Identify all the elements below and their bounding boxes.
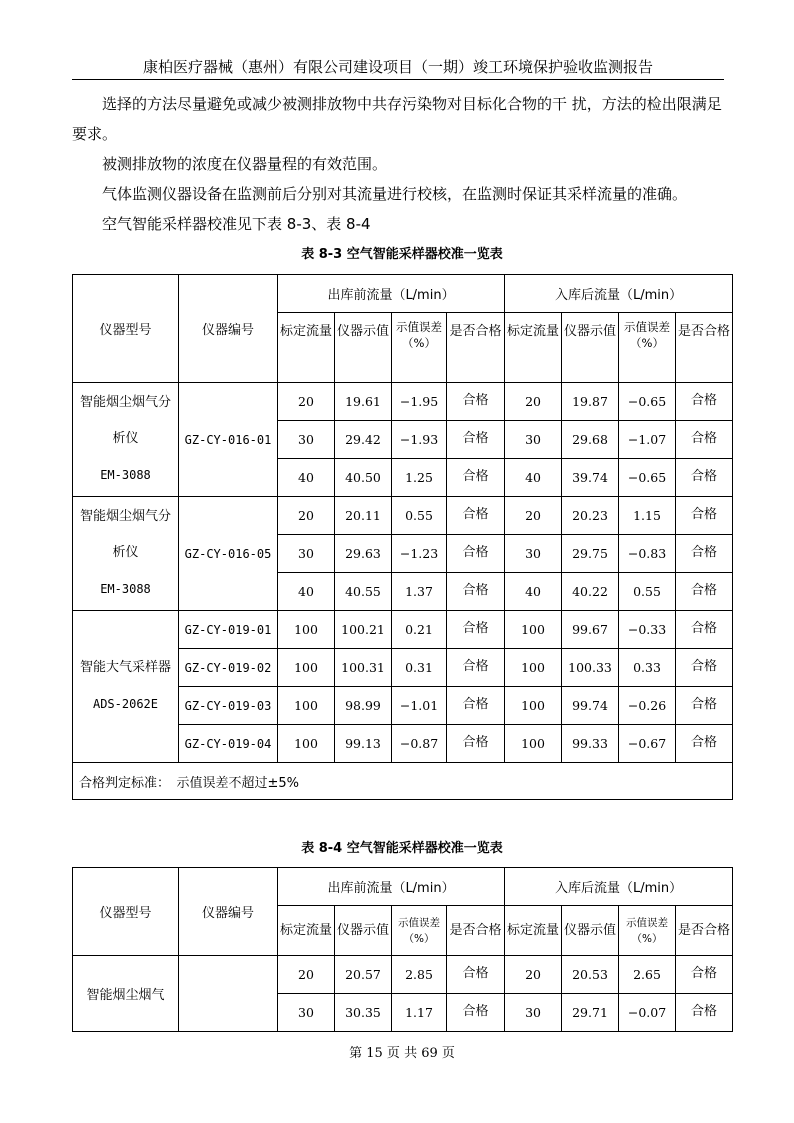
before-error: −1.95 (392, 383, 447, 421)
instrument-model-name: 智能烟尘烟气分析仪 (79, 395, 171, 446)
after-pass: 合格 (676, 649, 733, 687)
instrument-model-code: EM-3088 (100, 468, 151, 482)
before-display-value: 30.35 (335, 994, 392, 1032)
after-rated-flow: 30 (505, 421, 562, 459)
table2-header-rated: 标定流量 (505, 906, 562, 956)
before-display-value: 29.63 (335, 535, 392, 573)
before-rated-flow: 40 (278, 573, 335, 611)
before-error: −1.93 (392, 421, 447, 459)
after-rated-flow: 40 (505, 573, 562, 611)
table1-header-after: 入库后流量（L/min） (505, 275, 733, 313)
instrument-model-cell (73, 497, 179, 611)
after-error: −0.65 (619, 383, 676, 421)
after-pass: 合格 (676, 459, 733, 497)
before-display-value: 100.21 (335, 611, 392, 649)
table2-header-pass: 是否合格 (447, 906, 505, 956)
before-rated-flow: 40 (278, 459, 335, 497)
table1-header-error: 示值误差（%） (392, 313, 447, 383)
before-pass: 合格 (447, 725, 505, 763)
before-pass: 合格 (447, 421, 505, 459)
table1-caption: 表 8-3 空气智能采样器校准一览表 (301, 247, 503, 262)
before-pass: 合格 (447, 535, 505, 573)
table2-header-id: 仪器编号 (179, 868, 278, 956)
after-display-value: 20.23 (562, 497, 619, 535)
before-error: 1.37 (392, 573, 447, 611)
paragraph-flow-check: 气体监测仪器设备在监测前后分别对其流量进行校核，在监测时保证其采样流量的准确。 (102, 185, 688, 203)
after-pass: 合格 (676, 687, 733, 725)
header-rule (72, 79, 724, 80)
table-row (73, 611, 733, 649)
before-pass: 合格 (447, 649, 505, 687)
before-pass: 合格 (447, 383, 505, 421)
after-display-value: 29.71 (562, 994, 619, 1032)
before-error: 0.21 (392, 611, 447, 649)
after-pass: 合格 (676, 535, 733, 573)
after-pass: 合格 (676, 383, 733, 421)
table2-header-display: 仪器示值 (562, 906, 619, 956)
before-pass: 合格 (447, 994, 505, 1032)
after-rated-flow: 30 (505, 994, 562, 1032)
after-error: −0.33 (619, 611, 676, 649)
before-display-value: 98.99 (335, 687, 392, 725)
after-display-value: 39.74 (562, 459, 619, 497)
after-pass: 合格 (676, 421, 733, 459)
before-error: −0.87 (392, 725, 447, 763)
before-display-value: 40.50 (335, 459, 392, 497)
after-error: 2.65 (619, 956, 676, 994)
table1-header-model: 仪器型号 (73, 275, 179, 383)
after-rated-flow: 30 (505, 535, 562, 573)
after-rated-flow: 100 (505, 725, 562, 763)
table-row (73, 956, 733, 994)
instrument-id (179, 956, 278, 1032)
after-pass: 合格 (676, 497, 733, 535)
table2-calibration (72, 867, 733, 1032)
before-display-value: 20.57 (335, 956, 392, 994)
after-display-value: 99.74 (562, 687, 619, 725)
paragraph-interference: 选择的方法尽量避免或减少被测排放物中共存污染物对目标化合物的干 扰，方法的检出限满足要求。 (72, 95, 722, 143)
instrument-id: GZ-CY-019-02 (179, 649, 278, 687)
paragraph-table-ref: 空气智能采样器校准见下表 8-3、表 8-4 (102, 215, 371, 233)
table1-header-rated: 标定流量 (278, 313, 335, 383)
after-display-value: 19.87 (562, 383, 619, 421)
before-pass: 合格 (447, 497, 505, 535)
before-pass: 合格 (447, 573, 505, 611)
before-error: 1.25 (392, 459, 447, 497)
instrument-id: GZ-CY-019-04 (179, 725, 278, 763)
after-rated-flow: 100 (505, 611, 562, 649)
table2-header-rated: 标定流量 (278, 906, 335, 956)
before-display-value: 29.42 (335, 421, 392, 459)
after-error: 1.15 (619, 497, 676, 535)
before-rated-flow: 30 (278, 535, 335, 573)
table2-header-display: 仪器示值 (335, 906, 392, 956)
instrument-model-cell (73, 611, 179, 763)
table1-header-error: 示值误差（%） (619, 313, 676, 383)
table-row (73, 383, 733, 421)
after-display-value: 29.68 (562, 421, 619, 459)
after-display-value: 99.33 (562, 725, 619, 763)
before-display-value: 40.55 (335, 573, 392, 611)
after-pass: 合格 (676, 573, 733, 611)
table2-header-error: 示值误差（%） (392, 906, 447, 956)
instrument-model-name: 智能大气采样器 (79, 660, 171, 675)
before-rated-flow: 20 (278, 497, 335, 535)
instrument-model-name: 智能烟尘烟气 (73, 956, 179, 1032)
pass-criteria: 合格判定标准： 示值误差不超过±5% (73, 763, 733, 800)
after-rated-flow: 100 (505, 649, 562, 687)
table1-calibration (72, 274, 733, 800)
before-error: 1.17 (392, 994, 447, 1032)
after-pass: 合格 (676, 956, 733, 994)
before-error: 2.85 (392, 956, 447, 994)
before-error: 0.55 (392, 497, 447, 535)
before-rated-flow: 20 (278, 956, 335, 994)
before-rated-flow: 20 (278, 383, 335, 421)
table1-header-before: 出库前流量（L/min） (278, 275, 505, 313)
after-error: −1.07 (619, 421, 676, 459)
before-rated-flow: 30 (278, 421, 335, 459)
after-error: −0.67 (619, 725, 676, 763)
after-pass: 合格 (676, 725, 733, 763)
before-pass: 合格 (447, 459, 505, 497)
after-display-value: 20.53 (562, 956, 619, 994)
paragraph-range: 被测排放物的浓度在仪器量程的有效范围。 (102, 155, 388, 173)
before-display-value: 99.13 (335, 725, 392, 763)
table1-header-pass: 是否合格 (447, 313, 505, 383)
table2-header-before: 出库前流量（L/min） (278, 868, 505, 906)
instrument-model-code: ADS-2062E (92, 697, 159, 711)
before-rated-flow: 100 (278, 687, 335, 725)
after-error: −0.26 (619, 687, 676, 725)
after-rated-flow: 100 (505, 687, 562, 725)
table1-header-pass: 是否合格 (676, 313, 733, 383)
before-error: −1.01 (392, 687, 447, 725)
after-display-value: 29.75 (562, 535, 619, 573)
table1-header-display: 仪器示值 (562, 313, 619, 383)
table2-header-pass: 是否合格 (676, 906, 733, 956)
table2-header-error: 示值误差（%） (619, 906, 676, 956)
table-row (73, 497, 733, 535)
page-number: 第 15 页 共 69 页 (349, 1046, 455, 1061)
instrument-model-code: EM-3088 (100, 582, 151, 596)
table1-header-display: 仪器示值 (335, 313, 392, 383)
after-error: −0.07 (619, 994, 676, 1032)
before-rated-flow: 100 (278, 725, 335, 763)
after-display-value: 40.22 (562, 573, 619, 611)
before-pass: 合格 (447, 687, 505, 725)
before-display-value: 20.11 (335, 497, 392, 535)
instrument-id: GZ-CY-019-01 (179, 611, 278, 649)
after-rated-flow: 20 (505, 497, 562, 535)
after-rated-flow: 20 (505, 383, 562, 421)
instrument-id: GZ-CY-016-01 (179, 383, 278, 497)
before-rated-flow: 100 (278, 649, 335, 687)
before-error: −1.23 (392, 535, 447, 573)
instrument-id: GZ-CY-016-05 (179, 497, 278, 611)
before-display-value: 100.31 (335, 649, 392, 687)
after-error: 0.33 (619, 649, 676, 687)
table2-header-model: 仪器型号 (73, 868, 179, 956)
instrument-model-name: 智能烟尘烟气分析仪 (79, 509, 171, 560)
after-pass: 合格 (676, 611, 733, 649)
after-error: −0.83 (619, 535, 676, 573)
before-pass: 合格 (447, 956, 505, 994)
instrument-id: GZ-CY-019-03 (179, 687, 278, 725)
after-rated-flow: 20 (505, 956, 562, 994)
instrument-model-cell (73, 383, 179, 497)
before-rated-flow: 30 (278, 994, 335, 1032)
table2-caption: 表 8-4 空气智能采样器校准一览表 (301, 841, 503, 856)
before-rated-flow: 100 (278, 611, 335, 649)
after-error: −0.65 (619, 459, 676, 497)
after-display-value: 99.67 (562, 611, 619, 649)
after-pass: 合格 (676, 994, 733, 1032)
before-display-value: 19.61 (335, 383, 392, 421)
before-error: 0.31 (392, 649, 447, 687)
table2-header-after: 入库后流量（L/min） (505, 868, 733, 906)
after-rated-flow: 40 (505, 459, 562, 497)
after-error: 0.55 (619, 573, 676, 611)
table1-header-id: 仪器编号 (179, 275, 278, 383)
table1-header-rated: 标定流量 (505, 313, 562, 383)
page-header-title: 康柏医疗器械（惠州）有限公司建设项目（一期）竣工环境保护验收监测报告 (142, 58, 653, 76)
after-display-value: 100.33 (562, 649, 619, 687)
before-pass: 合格 (447, 611, 505, 649)
